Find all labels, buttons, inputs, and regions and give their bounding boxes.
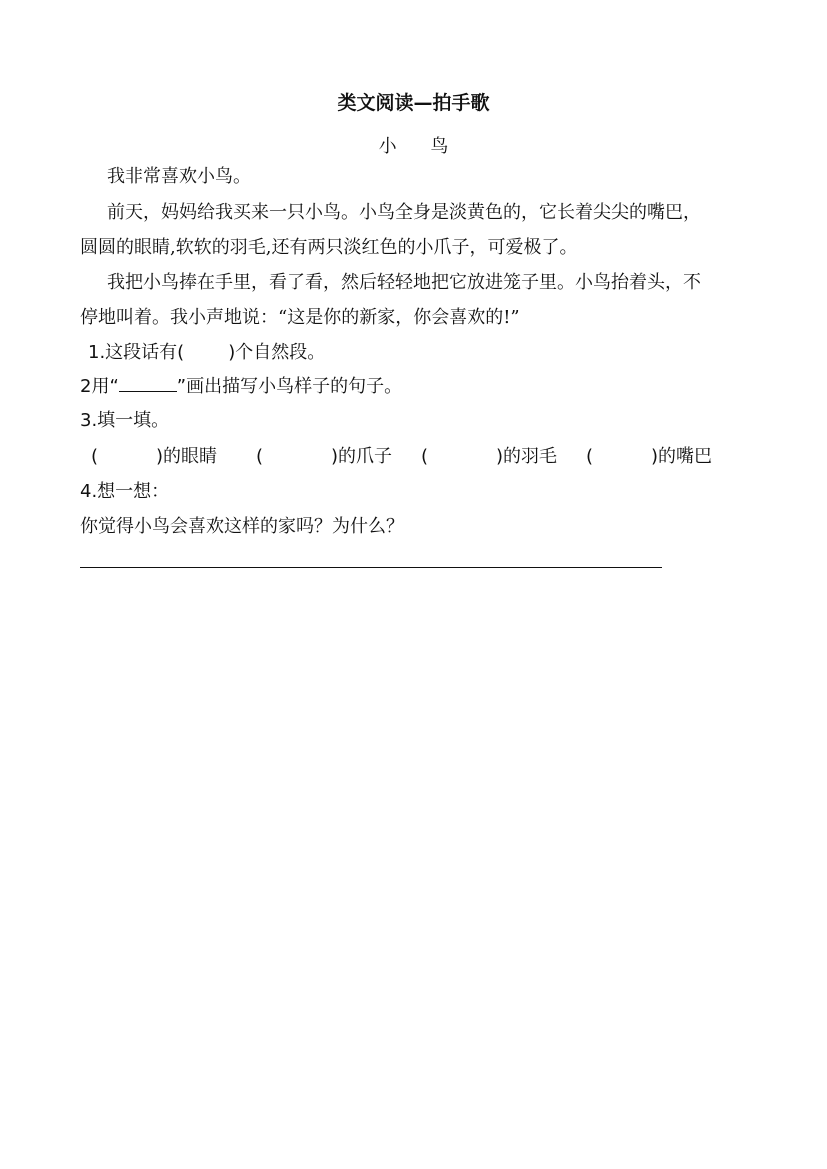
question-4-prompt: 你觉得小鸟会喜欢这样的家吗？为什么？: [80, 516, 404, 537]
paren-open: (: [256, 446, 264, 467]
question-2: [80, 375, 402, 399]
fill-label: )的眼睛: [156, 446, 218, 467]
question-4: 4.想一想：: [80, 481, 170, 502]
question-2-prefix: 2用“: [80, 376, 119, 397]
underline-sample: [119, 375, 177, 392]
paren-open: (: [586, 446, 594, 467]
fill-item-beak[interactable]: [586, 442, 712, 468]
paragraph-3-line-2: 停地叫着。我小声地说：“这是你的新家，你会喜欢的!”: [80, 307, 520, 328]
story-title: 小 鸟: [378, 136, 463, 157]
paragraph-2-line-2: 圆圆的眼睛,软软的羽毛,还有两只淡红色的小爪子，可爱极了。: [80, 237, 578, 258]
fill-label: )的羽毛: [496, 446, 558, 467]
question-1-prefix: 1.这段话有(: [88, 342, 185, 363]
paragraph-3-line-1: 我把小鸟捧在手里，看了看，然后轻轻地把它放进笼子里。小鸟抬着头，不: [107, 272, 701, 293]
page-title: 类文阅读—拍手歌: [337, 92, 490, 114]
fill-label: )的嘴巴: [651, 446, 713, 467]
question-1: [88, 341, 325, 365]
fill-item-eyes[interactable]: [91, 442, 217, 468]
question-2-suffix: ”画出描写小鸟样子的句子。: [176, 376, 403, 397]
paren-open: (: [91, 446, 99, 467]
fill-label: )的爪子: [331, 446, 393, 467]
question-3: 3.填一填。: [80, 410, 170, 431]
paragraph-1: 我非常喜欢小鸟。: [107, 166, 251, 187]
paren-open: (: [421, 446, 429, 467]
paragraph-2-line-1: 前天，妈妈给我买来一只小鸟。小鸟全身是淡黄色的，它长着尖尖的嘴巴，: [107, 202, 701, 223]
question-1-suffix: )个自然段。: [228, 342, 326, 363]
fill-item-feathers[interactable]: [421, 442, 557, 468]
fill-item-claws[interactable]: [256, 442, 392, 468]
answer-line[interactable]: [80, 567, 662, 568]
